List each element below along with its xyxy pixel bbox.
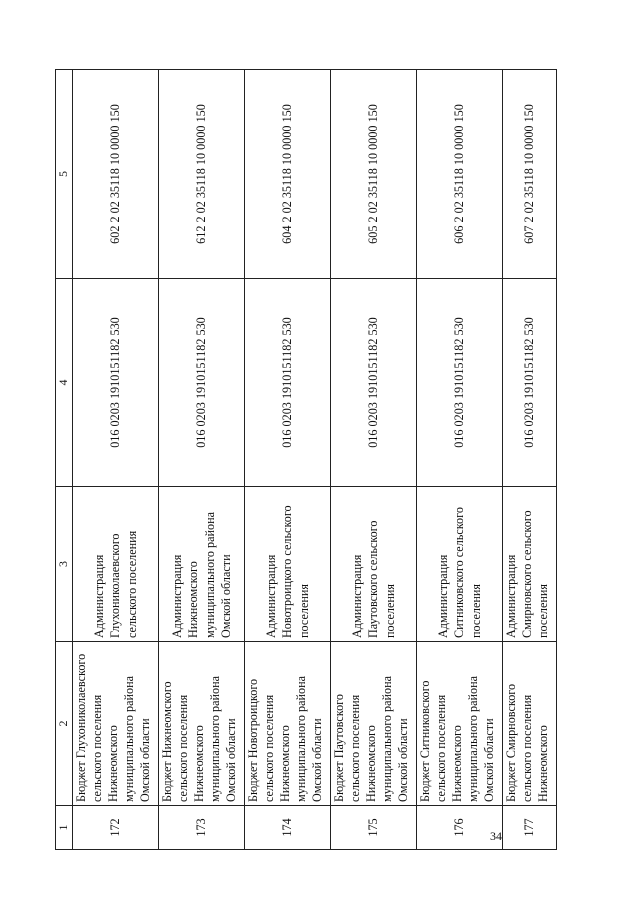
header-col-5: 5 [56, 70, 73, 279]
row-number: 174 [245, 806, 331, 850]
table-row [417, 70, 503, 850]
revenue-code: 606 2 02 35118 10 0000 150 [417, 70, 503, 279]
table-header [56, 70, 73, 850]
table-row [73, 70, 159, 850]
revenue-code: 607 2 02 35118 10 0000 150 [503, 70, 557, 279]
row-number: 176 [417, 806, 503, 850]
administrator-name: Администрация Паутовского сельского поселения [331, 487, 417, 642]
expense-code: 016 0203 1910151182 530 [331, 279, 417, 487]
table-row [503, 70, 557, 850]
header-row [56, 70, 73, 850]
header-col-3: 3 [56, 487, 73, 642]
table-row [159, 70, 245, 850]
table-body [73, 70, 557, 850]
expense-code: 016 0203 1910151182 530 [417, 279, 503, 487]
rotated-page [55, 70, 565, 850]
budget-name: Бюджет Глухониколаевского сельского поселения Нижнеомского муниципального района Омской области [73, 642, 159, 806]
header-col-4: 4 [56, 279, 73, 487]
expense-code: 016 0203 1910151182 530 [245, 279, 331, 487]
row-number: 172 [73, 806, 159, 850]
revenue-code: 604 2 02 35118 10 0000 150 [245, 70, 331, 279]
table-row [245, 70, 331, 850]
revenue-code: 602 2 02 35118 10 0000 150 [73, 70, 159, 279]
administrator-name: Администрация Нижнеомского муниципального района Омской области [159, 487, 245, 642]
budget-table [55, 69, 557, 850]
header-col-1: 1 [56, 806, 73, 850]
expense-code: 016 0203 1910151182 530 [159, 279, 245, 487]
row-number: 175 [331, 806, 417, 850]
row-number: 173 [159, 806, 245, 850]
expense-code: 016 0203 1910151182 530 [73, 279, 159, 487]
administrator-name: Администрация Новотроицкого сельского поселения [245, 487, 331, 642]
administrator-name: Администрация Смирновского сельского поселения [503, 487, 557, 642]
budget-name: Бюджет Нижнеомского сельского поселения Нижнеомского муниципального района Омской области [159, 642, 245, 806]
administrator-name: Администрация Глухониколаевского сельского поселения [73, 487, 159, 642]
expense-code: 016 0203 1910151182 530 [503, 279, 557, 487]
budget-name: Бюджет Паутовского сельского поселения Нижнеомского муниципального района Омской области [331, 642, 417, 806]
row-number: 177 [503, 806, 557, 850]
budget-name: Бюджет Смирновского сельского поселения Нижнеомского [503, 642, 557, 806]
revenue-code: 612 2 02 35118 10 0000 150 [159, 70, 245, 279]
administrator-name: Администрация Ситниковского сельского поселения [417, 487, 503, 642]
revenue-code: 605 2 02 35118 10 0000 150 [331, 70, 417, 279]
budget-name: Бюджет Ситниковского сельского поселения Нижнеомского муниципального района Омской области [417, 642, 503, 806]
budget-name: Бюджет Новотроицкого сельского поселения Нижнеомского муниципального района Омской области [245, 642, 331, 806]
page-number: 34 [490, 828, 502, 843]
header-col-2: 2 [56, 642, 73, 806]
table-row [331, 70, 417, 850]
